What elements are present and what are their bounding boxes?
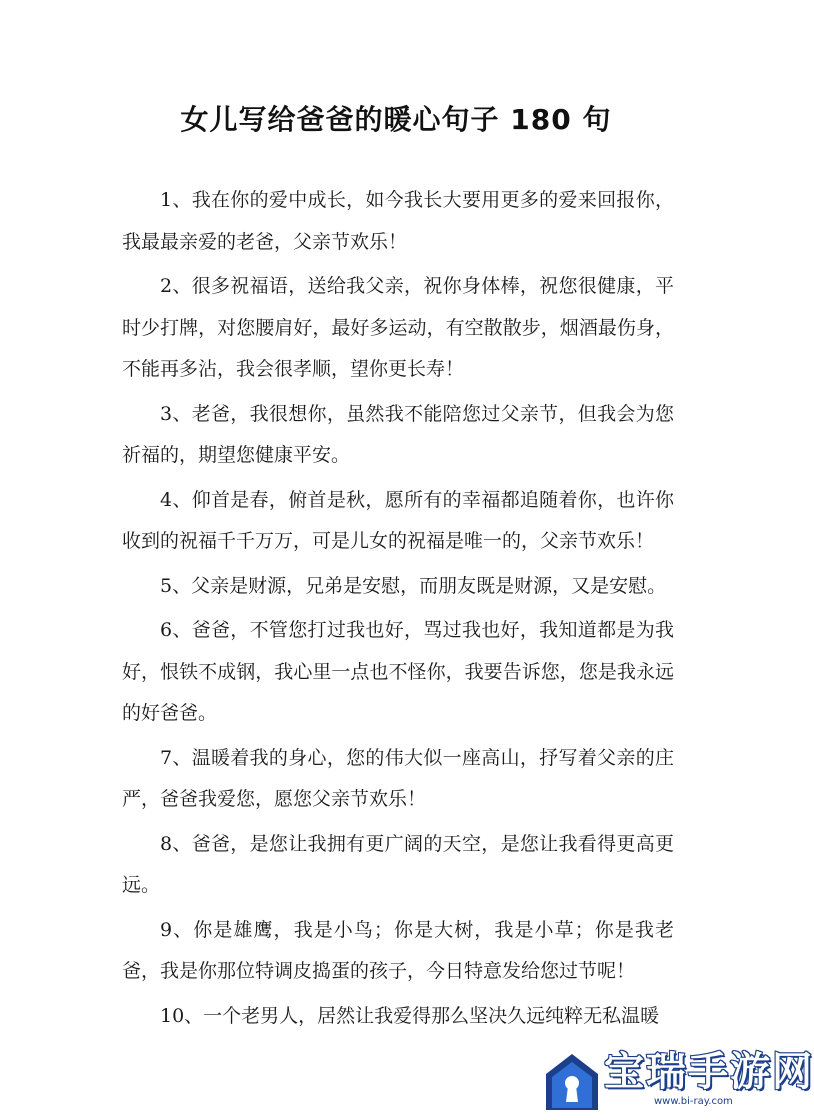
watermark-url: www.bi-ray.com xyxy=(654,1096,733,1107)
house-keyhole-icon xyxy=(542,1050,600,1112)
paragraph: 10、一个老男人，居然让我爱得那么坚决久远纯粹无私温暖 xyxy=(160,1004,660,1027)
paragraph: 3、老爸，我很想你，虽然我不能陪您过父亲节，但我会为您祈福的，期望您健康平安。 xyxy=(122,402,674,466)
paragraph: 4、仰首是春，俯首是秋，愿所有的幸福都追随着你，也许你收到的祝福千千万万，可是儿女的祝福是唯一的，父亲节欢乐！ xyxy=(122,488,674,552)
paragraph: 5、父亲是财源，兄弟是安慰，而朋友既是财源，又是安慰。 xyxy=(160,574,667,597)
paragraph: 2、很多祝福语，送给我父亲，祝你身体棒，祝您很健康，平时少打牌，对您腰肩好，最好多运动，有空散散步，烟酒最伤身，不能再多沾，我会很孝顺，望你更长寿！ xyxy=(122,275,674,380)
paragraph: 7、温暖着我的身心，您的伟大似一座高山，抒写着父亲的庄严，爸爸我爱您，愿您父亲节欢乐！ xyxy=(122,746,674,810)
paragraph: 1、我在你的爱中成长，如今我长大要用更多的爱来回报你，我最最亲爱的老爸，父亲节欢乐！ xyxy=(122,189,674,253)
paragraph: 9、你是雄鹰，我是小鸟；你是大树，我是小草；你是我老爸，我是你那位特调皮捣蛋的孩子，今日特意发给您过节呢！ xyxy=(122,918,674,982)
paragraph: 6、爸爸，不管您打过我也好，骂过我也好，我知道都是为我好，恨铁不成钢，我心里一点也不怪你，我要告诉您，您是我永远的好爸爸。 xyxy=(122,619,674,724)
paragraph: 8、爸爸，是您让我拥有更广阔的天空，是您让我看得更高更远。 xyxy=(122,832,674,896)
page-title: 女儿写给爸爸的暖心句子 180 句 xyxy=(180,103,612,136)
document-body xyxy=(122,180,674,1040)
watermark-brand: 宝瑞手游网 xyxy=(604,1049,814,1095)
site-watermark xyxy=(542,1044,814,1116)
